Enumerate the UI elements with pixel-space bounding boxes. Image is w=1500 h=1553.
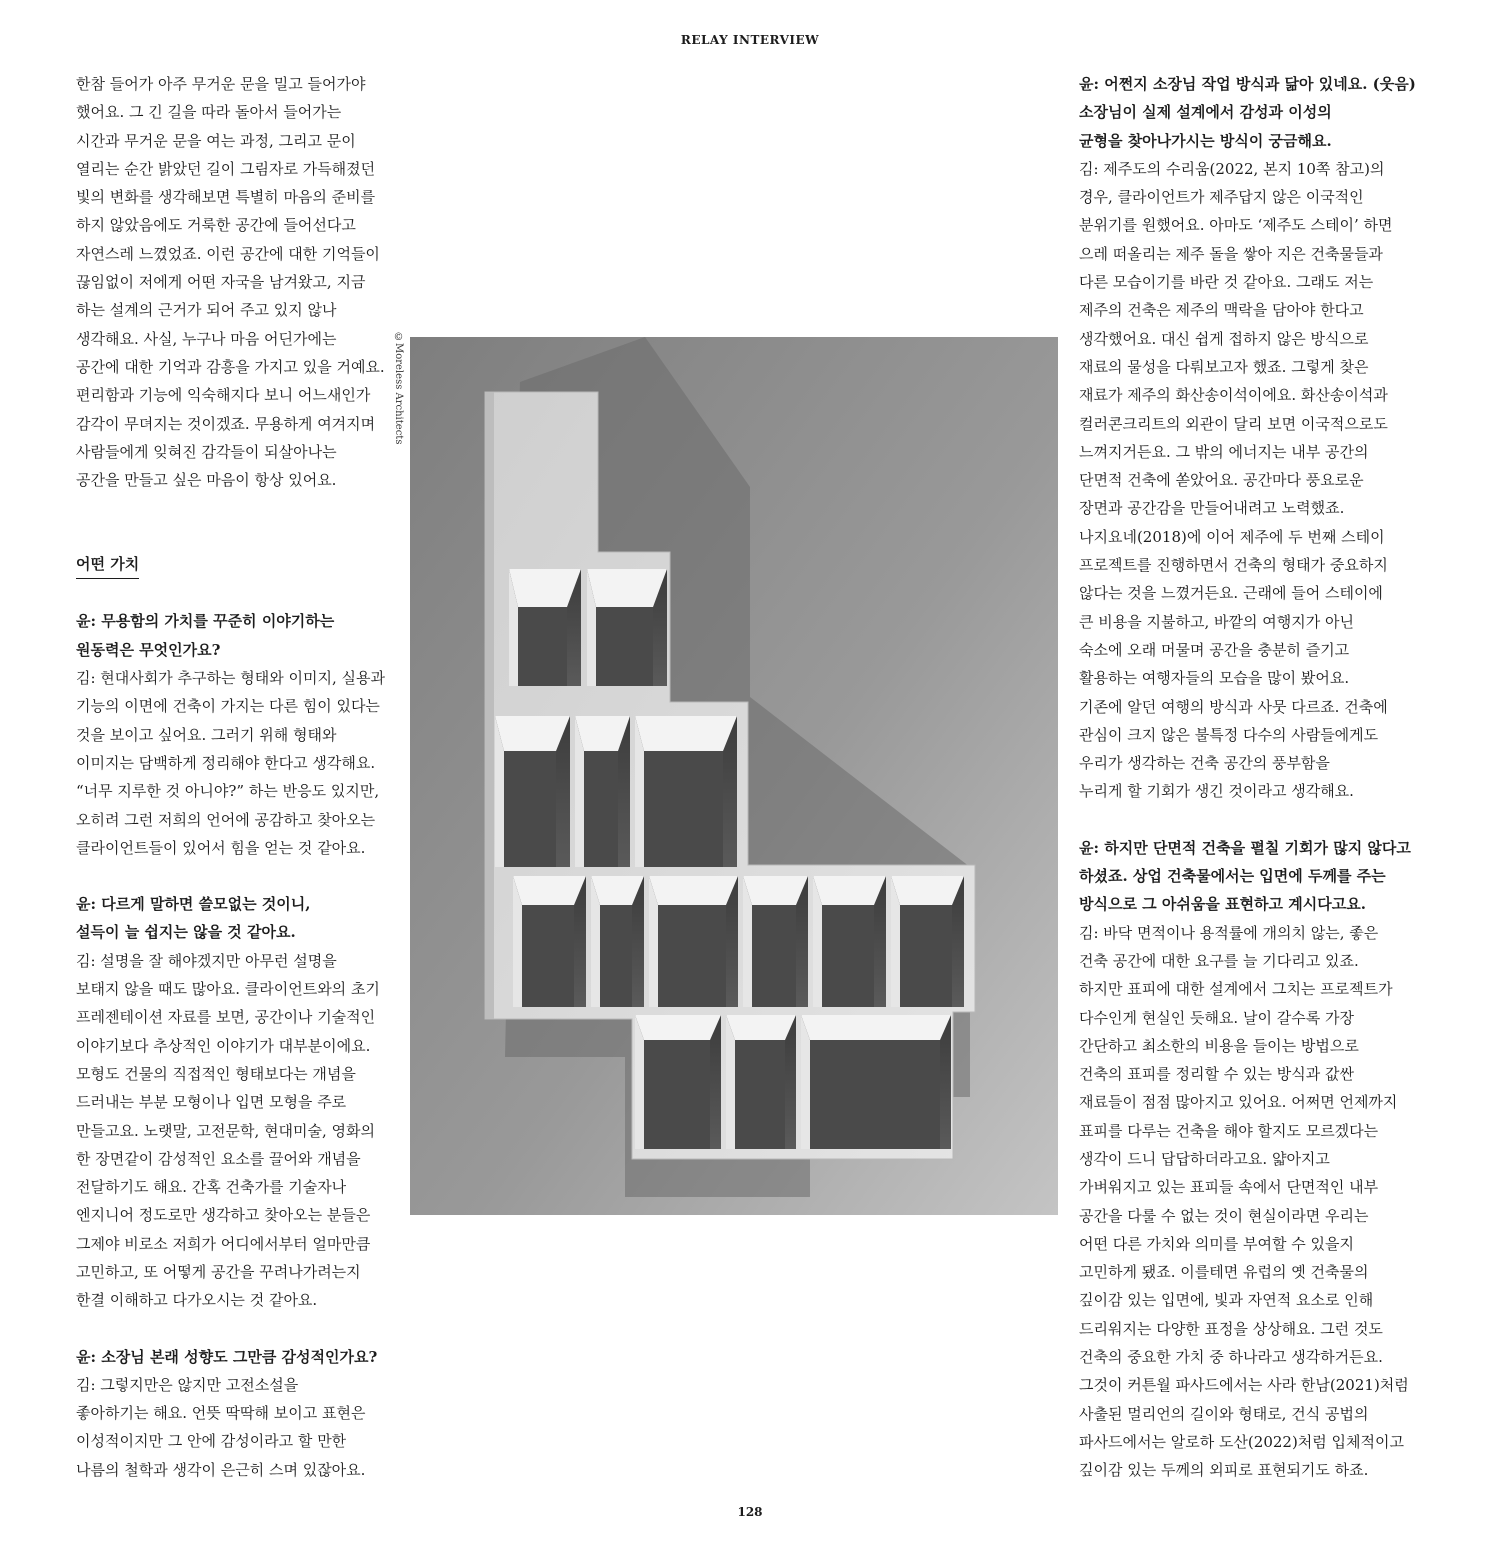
answer-line: 김: 바닥 면적이나 용적률에 개의치 않는, 좋은 bbox=[1079, 923, 1379, 942]
answer-line: 하지만 표피에 대한 설계에서 그치는 프로젝트가 bbox=[1079, 980, 1393, 999]
answer-line: 제주의 건축은 제주의 맥락을 담아야 한다고 bbox=[1079, 301, 1364, 320]
answer-line: 사출된 멀리언의 길이와 형태로, 건식 공법의 bbox=[1079, 1404, 1369, 1423]
question: 설득이 늘 쉽지는 않을 것 같아요. bbox=[76, 923, 296, 942]
answer-line: 분위기를 원했어요. 아마도 ‘제주도 스테이’ 하면 bbox=[1079, 216, 1393, 235]
question: 윤: 다르게 말하면 쓸모없는 것이니, bbox=[76, 895, 311, 914]
answer-line: 한 장면같이 감성적인 요소를 끌어와 개념을 bbox=[76, 1149, 361, 1168]
question: 소장님이 실제 설계에서 감성과 이성의 bbox=[1079, 103, 1332, 122]
qa-block bbox=[1079, 70, 1419, 806]
answer-line: 않다는 것을 느꼈거든요. 근래에 들어 스테이에 bbox=[1079, 584, 1383, 603]
answer-line: 그것이 커튼월 파사드에서는 사라 한남(2021)처럼 bbox=[1079, 1376, 1409, 1395]
answer-line: 드러내는 부분 모형이나 입면 모형을 주로 bbox=[76, 1093, 347, 1112]
architectural-model-photo bbox=[410, 337, 1058, 1215]
answer-line: 김: 그렇지만은 않지만 고전소설을 bbox=[76, 1375, 299, 1394]
answer-line: 기능의 이면에 건축이 가지는 다른 힘이 있다는 bbox=[76, 697, 380, 716]
answer-line: 어떤 다른 가치와 의미를 부여할 수 있을지 bbox=[1079, 1234, 1354, 1253]
answer-line: 재료들이 점점 많아지고 있어요. 어쩌면 언제까지 bbox=[1079, 1093, 1398, 1112]
answer-line: 김: 현대사회가 추구하는 형태와 이미지, 실용과 bbox=[76, 669, 385, 688]
answer-line: 표피를 다루는 건축을 해야 할지도 모르겠다는 bbox=[1079, 1121, 1379, 1140]
qa-block bbox=[1079, 834, 1419, 1485]
answer-line: 큰 비용을 지불하고, 바깥의 여행지가 아닌 bbox=[1079, 612, 1354, 631]
qa-block bbox=[76, 607, 396, 862]
answer-line: 활용하는 여행자들의 모습을 많이 봤어요. bbox=[1079, 669, 1350, 688]
answer-line: 클라이언트들이 있어서 힘을 얻는 것 같아요. bbox=[76, 838, 366, 857]
answer-line: 나름의 철학과 생각이 은근히 스며 있잖아요. bbox=[76, 1460, 366, 1479]
answer-line: 파사드에서는 알로하 도산(2022)처럼 입체적이고 bbox=[1079, 1432, 1405, 1451]
answer-line: 이야기보다 추상적인 이야기가 대부분이에요. bbox=[76, 1036, 371, 1055]
answer-line: 고민하게 됐죠. 이를테면 유럽의 옛 건축물의 bbox=[1079, 1263, 1369, 1282]
answer-line: 생각했어요. 대신 쉽게 접하지 않은 방식으로 bbox=[1079, 329, 1369, 348]
answer-line: 이성적이지만 그 안에 감성이라고 할 만한 bbox=[76, 1432, 347, 1451]
answer-line: 간단하고 최소한의 비용을 들이는 방법으로 bbox=[1079, 1036, 1359, 1055]
running-header: RELAY INTERVIEW bbox=[680, 33, 820, 47]
answer-line: 김: 제주도의 수리움(2022, 본지 10쪽 참고)의 bbox=[1079, 159, 1385, 178]
right-column bbox=[1079, 70, 1419, 1485]
answer-line: 전달하기도 해요. 간혹 건축가를 기술자나 bbox=[76, 1178, 347, 1197]
answer-line: 우리가 생각하는 건축 공간의 풍부함을 bbox=[1079, 754, 1330, 773]
photo-credit: ©Moreless Architects bbox=[393, 332, 404, 445]
section-title: 어떤 가치 bbox=[76, 552, 139, 579]
answer-line: 한결 이해하고 다가오시는 것 같아요. bbox=[76, 1291, 318, 1310]
answer-line: 경우, 클라이언트가 제주답지 않은 이국적인 bbox=[1079, 188, 1364, 207]
answer-line: 프레젠테이션 자료를 보면, 공간이나 기술적인 bbox=[76, 1008, 376, 1027]
answer-line: 건축 공간에 대한 요구를 늘 기다리고 있죠. bbox=[1079, 951, 1359, 970]
answer-line: “너무 지루한 것 아니야?” 하는 반응도 있지만, bbox=[76, 782, 380, 801]
answer-line: 관심이 크지 않은 불특정 다수의 사람들에게도 bbox=[1079, 725, 1379, 744]
answer-line: 생각이 드니 답답하더라고요. 얇아지고 bbox=[1079, 1149, 1330, 1168]
answer-line: 재료의 물성을 다뤄보고자 했죠. 그렇게 찾은 bbox=[1079, 357, 1369, 376]
question: 원동력은 무엇인가요? bbox=[76, 640, 221, 659]
intro-paragraph: 한참 들어가 아주 무거운 문을 밀고 들어가야 했어요. 그 긴 길을 따라 돌아서 들어가는 시간과 무거운 문을 여는 과정, 그리고 문이 열리는 순간 밝았던 길이 그림자로 가득해졌던 빛의 변화를 생각해보면 특별히 마음의 준비를 하지 않았음에도 거룩한 공간에 들어선다고 자연스레 느꼈었죠. 이런 공간에 대한 기억들이 끊임없이 저에게 어떤 자국을 남겨왔고, 지금 하는 설계의 근거가 되어 주고 있지 않나 생각해요. 사실, 누구나 마음 어딘가에는 공간에 대한 기억과 감흥을 가지고 있을 거예요. 편리함과 기능에 익숙해지다 보니 어느새인가 감각이 무뎌지는 것이겠죠. 무용하게 여겨지며 사람들에게 잊혀진 감각들이 되살아나는 공간을 만들고 싶은 마음이 항상 있어요. bbox=[76, 75, 385, 490]
answer-line: 다른 모습이기를 바란 것 같아요. 그래도 저는 bbox=[1079, 273, 1374, 292]
question: 하셨죠. 상업 건축물에서는 입면에 두께를 주는 bbox=[1079, 867, 1386, 886]
answer-line: 재료가 제주의 화산송이석이에요. 화산송이석과 bbox=[1079, 386, 1388, 405]
question: 균형을 찾아나가시는 방식이 궁금해요. bbox=[1079, 131, 1332, 150]
answer-line: 만들고요. 노랫말, 고전문학, 현대미술, 영화의 bbox=[76, 1121, 375, 1140]
question: 윤: 어쩐지 소장님 작업 방식과 닮아 있네요. (웃음) bbox=[1079, 75, 1416, 93]
answer-line: 누리게 할 기회가 생긴 것이라고 생각해요. bbox=[1079, 782, 1354, 801]
answer-line: 컬러콘크리트의 외관이 달리 보면 이국적으로도 bbox=[1079, 414, 1388, 433]
answer-line: 좋아하기는 해요. 언뜻 딱딱해 보이고 표현은 bbox=[76, 1404, 366, 1423]
answer-line: 건축의 표피를 정리할 수 있는 방식과 값싼 bbox=[1079, 1065, 1354, 1084]
question: 윤: 무용함의 가치를 꾸준히 이야기하는 bbox=[76, 612, 335, 631]
answer-line: 단면적 건축에 쏟았어요. 공간마다 풍요로운 bbox=[1079, 471, 1364, 490]
answer-line: 장면과 공간감을 만들어내려고 노력했죠. bbox=[1079, 499, 1345, 518]
answer-line: 공간을 다룰 수 없는 것이 현실이라면 우리는 bbox=[1079, 1206, 1369, 1225]
page-number: 128 bbox=[737, 1505, 763, 1519]
answer-line: 이미지는 담백하게 정리해야 한다고 생각해요. bbox=[76, 753, 376, 772]
answer-line: 깊이감 있는 입면에, 빛과 자연적 요소로 인해 bbox=[1079, 1291, 1374, 1310]
question: 방식으로 그 아쉬움을 표현하고 계시다고요. bbox=[1079, 895, 1366, 914]
answer-line: 것을 보이고 싶어요. 그러기 위해 형태와 bbox=[76, 725, 337, 744]
answer-line: 프로젝트를 진행하면서 건축의 형태가 중요하지 bbox=[1079, 556, 1388, 575]
answer-line: 모형도 건물의 직접적인 형태보다는 개념을 bbox=[76, 1064, 356, 1083]
qa-block bbox=[76, 1343, 396, 1484]
answer-line: 고민하고, 또 어떻게 공간을 꾸려나가려는지 bbox=[76, 1262, 361, 1281]
answer-line: 기존에 알던 여행의 방식과 사뭇 다르죠. 건축에 bbox=[1079, 697, 1388, 716]
question: 윤: 하지만 단면적 건축을 펼칠 기회가 많지 않다고 bbox=[1079, 838, 1411, 857]
answer-line: 깊이감 있는 두께의 외피로 표현되기도 하죠. bbox=[1079, 1461, 1369, 1480]
answer-line: 으레 떠올리는 제주 돌을 쌓아 지은 건축물들과 bbox=[1079, 244, 1383, 263]
left-column bbox=[76, 70, 396, 1484]
answer-line: 나지요네(2018)에 이어 제주에 두 번째 스테이 bbox=[1079, 527, 1385, 546]
answer-line: 가벼워지고 있는 표피들 속에서 단면적인 내부 bbox=[1079, 1178, 1379, 1197]
answer-line: 오히려 그런 저희의 언어에 공감하고 찾아오는 bbox=[76, 810, 376, 829]
answer-line: 느껴지거든요. 그 밖의 에너지는 내부 공간의 bbox=[1079, 442, 1369, 461]
answer-line: 김: 설명을 잘 해야겠지만 아무런 설명을 bbox=[76, 951, 337, 970]
answer-line: 드리워지는 다양한 표정을 상상해요. 그런 것도 bbox=[1079, 1319, 1383, 1338]
answer-line: 건축의 중요한 가치 중 하나라고 생각하거든요. bbox=[1079, 1348, 1383, 1367]
answer-line: 다수인게 현실인 듯해요. 날이 갈수록 가장 bbox=[1079, 1008, 1354, 1027]
answer-line: 숙소에 오래 머물며 공간을 충분히 즐기고 bbox=[1079, 640, 1350, 659]
answer-line: 보태지 않을 때도 많아요. 클라이언트와의 초기 bbox=[76, 980, 380, 999]
answer-line: 그제야 비로소 저희가 어디에서부터 얼마만큼 bbox=[76, 1234, 371, 1253]
question: 윤: 소장님 본래 성향도 그만큼 감성적인가요? bbox=[76, 1347, 378, 1366]
answer-line: 엔지니어 정도로만 생각하고 찾아오는 분들은 bbox=[76, 1206, 371, 1225]
qa-block bbox=[76, 890, 396, 1314]
